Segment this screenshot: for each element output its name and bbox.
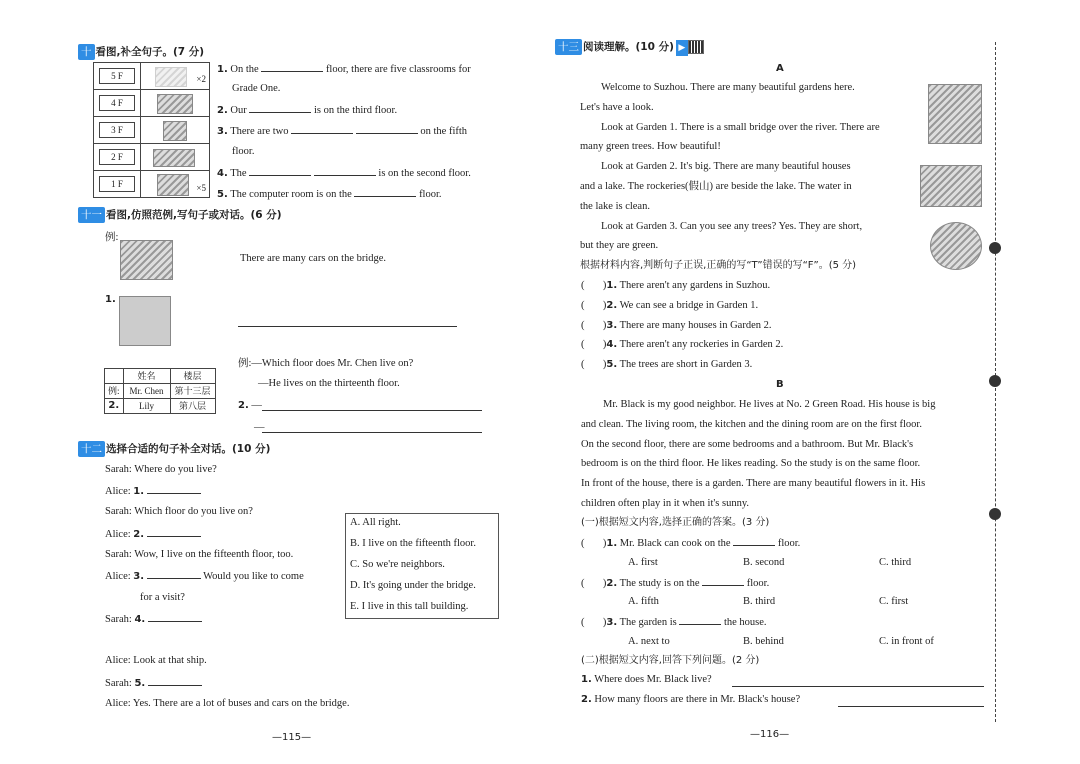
floor-label: 2 F <box>99 149 135 165</box>
mc-option[interactable]: C. in front of <box>879 635 934 647</box>
floor-plan-table <box>93 62 210 198</box>
section-title: 看图,仿照范例,写句子或对话。(6 分) <box>106 209 282 221</box>
dash: — <box>254 422 265 433</box>
tf-question[interactable]: ( )2. We can see a bridge in Garden 1. <box>581 299 759 311</box>
answer-blank[interactable] <box>249 102 311 113</box>
passage-line: Mr. Black is my good neighbor. He lives at No. 2 Green Road. His house is big <box>603 399 936 410</box>
bridge-picture <box>120 240 173 280</box>
sentence-cont: Grade One. <box>232 83 281 94</box>
option-item: A. All right. <box>350 517 401 528</box>
mc-option[interactable]: C. third <box>879 556 912 568</box>
passage-line: Look at Garden 2. It's big. There are many beautiful houses <box>601 161 851 173</box>
passage-line: and a lake. The rockeries(假山) are beside the lake. The water in <box>580 181 852 192</box>
mc-question: ( )1. Mr. Black can cook on the floor. <box>581 535 800 552</box>
part-2-instruction: (二)根据短文内容,回答下列问题。(2 分) <box>581 655 760 666</box>
passage-line: Look at Garden 1. There is a small bridge over the river. There are <box>601 121 880 133</box>
answer-blank[interactable] <box>147 526 201 537</box>
mc-option[interactable]: B. third <box>743 596 776 607</box>
dialogue-line: Alice: Yes. There are a lot of buses and cars on the bridge. <box>105 698 350 709</box>
binding-dot <box>989 375 1001 387</box>
answer-blank[interactable] <box>147 568 201 579</box>
section-number-badge: 十 <box>78 44 95 60</box>
option-item: B. I live on the fifteenth floor. <box>350 538 476 549</box>
answer-blank[interactable] <box>148 675 202 686</box>
floor-label: 5 F <box>99 68 135 84</box>
passage-line: In front of the house, there is a garden. There are many beautiful flowers in it. His <box>581 478 926 490</box>
example-label: 例: <box>105 232 119 243</box>
sentence-4: 4. The is on the second floor. <box>217 165 471 182</box>
tf-instruction: 根据材料内容,判断句子正误,正确的写“T”错误的写“F”。(5 分) <box>580 260 857 271</box>
short-answer-question: 2. How many floors are there in Mr. Black's house? <box>581 694 801 705</box>
library-picture <box>157 94 193 114</box>
passage-b-heading: B <box>776 379 784 390</box>
section-11-header <box>78 207 282 223</box>
answer-line[interactable] <box>262 432 482 433</box>
answer-line[interactable] <box>838 706 984 707</box>
garden-1-picture <box>928 84 982 144</box>
dialogue-line: Sarah: 5. <box>105 675 202 692</box>
passage-line: the lake is clean. <box>580 200 650 212</box>
sentence-cont: floor. <box>232 146 255 157</box>
option-item: C. So we're neighbors. <box>350 559 445 570</box>
passage-line: bedroom is on the third floor. He likes reading. So the study is on the same floor. <box>581 458 921 470</box>
answer-blank[interactable] <box>314 165 376 176</box>
section-title: 看图,补全句子。(7 分) <box>95 46 205 58</box>
garden-2-picture <box>920 165 982 207</box>
answer-blank[interactable] <box>291 123 353 134</box>
classroom-picture <box>157 174 189 196</box>
answer-blank[interactable] <box>354 186 416 197</box>
dialogue-line: Sarah: Where do you live? <box>105 464 217 475</box>
computer-picture <box>155 67 187 87</box>
passage-line: Let's have a look. <box>580 101 654 113</box>
page-number: —116— <box>750 729 790 740</box>
dialogue-line: for a visit? <box>140 592 185 603</box>
multiplier: ×5 <box>196 183 206 193</box>
tf-question[interactable]: ( )3. There are many houses in Garden 2. <box>581 319 772 331</box>
passage-line: many green trees. How beautiful! <box>580 141 721 153</box>
answer-blank[interactable] <box>249 165 311 176</box>
short-answer-question: 1. Where does Mr. Black live? <box>581 674 712 685</box>
passage-a-heading: A <box>776 63 784 74</box>
binding-dot <box>989 242 1001 254</box>
mc-option[interactable]: A. next to <box>628 635 670 647</box>
answer-blank[interactable] <box>148 611 202 622</box>
passage-line: but they are green. <box>580 240 659 252</box>
example-sentence: There are many cars on the bridge. <box>240 253 387 264</box>
passage-line: On the second floor, there are some bedrooms and a bathroom. But Mr. Black's <box>581 438 914 450</box>
sentence-3: 3. There are two on the fifth <box>217 123 467 140</box>
answer-blank[interactable] <box>147 483 201 494</box>
passage-line: Welcome to Suzhou. There are many beautiful gardens here. <box>601 82 855 93</box>
video-play-icon[interactable]: ▶ <box>676 40 688 56</box>
mc-option[interactable]: B. behind <box>743 635 784 647</box>
answer-blank[interactable] <box>702 575 744 586</box>
door-picture <box>163 121 187 141</box>
qr-code-icon <box>688 40 704 54</box>
dialogue-line: Sarah: Wow, I live on the fifteenth floor, too. <box>105 549 294 560</box>
name-floor-table: 姓名 楼层 例: Mr. Chen 第十三层 2. Lily 第八层 <box>104 368 216 414</box>
floor-label: 1 F <box>99 176 135 192</box>
canteen-picture <box>153 149 195 167</box>
multiplier: ×2 <box>196 74 206 84</box>
dialogue-line: Sarah: 4. <box>105 611 202 628</box>
answer-line[interactable] <box>262 410 482 411</box>
mc-option[interactable]: A. first <box>628 556 658 568</box>
mc-option[interactable]: C. first <box>879 596 909 607</box>
option-item: D. It's going under the bridge. <box>350 580 476 591</box>
passage-line: and clean. The living room, the kitchen and the dining room are on the first floor. <box>581 418 922 430</box>
mc-question: ( )3. The garden is the house. <box>581 614 767 631</box>
dialogue-line: Sarah: Which floor do you live on? <box>105 506 253 517</box>
mc-question: ( )2. The study is on the floor. <box>581 575 769 592</box>
question-2: 2. — <box>238 400 262 411</box>
section-10-header <box>78 44 204 60</box>
page-number: —115— <box>272 732 312 743</box>
dialogue-line: Alice: Look at that ship. <box>105 655 207 666</box>
passage-line: children often play in it when it's sunny. <box>581 498 750 509</box>
answer-blank[interactable] <box>356 123 418 134</box>
section-number-badge: 十三 <box>555 39 582 55</box>
section-13-header <box>555 39 704 56</box>
dialogue-line: Alice: 1. <box>105 483 201 500</box>
answer-line[interactable] <box>732 686 984 687</box>
mc-option[interactable]: A. fifth <box>628 596 659 607</box>
part-1-instruction: (一)根据短文内容,选择正确的答案。(3 分) <box>581 517 770 528</box>
tf-question[interactable]: ( )1. There aren't any gardens in Suzhou. <box>581 280 771 291</box>
floor-label: 3 F <box>99 122 135 138</box>
section-12-header <box>78 441 270 457</box>
example-question: 例:—Which floor does Mr. Chen live on? <box>238 358 414 369</box>
sentence-5: 5. The computer room is on the floor. <box>217 186 442 203</box>
dialogue-line: Alice: 2. <box>105 526 201 543</box>
tf-question[interactable]: ( )5. The trees are short in Garden 3. <box>581 359 753 371</box>
answer-blank[interactable] <box>679 614 721 625</box>
garden-3-picture <box>930 222 982 270</box>
sentence-2: 2. Our is on the third floor. <box>217 102 397 119</box>
books-on-desk-picture <box>119 296 171 346</box>
floor-label: 4 F <box>99 95 135 111</box>
passage-line: Look at Garden 3. Can you see any trees? Yes. They are short, <box>601 220 863 232</box>
tf-question[interactable]: ( )4. There aren't any rockeries in Garden 2. <box>581 339 784 351</box>
section-title: 选择合适的句子补全对话。(10 分) <box>106 443 271 455</box>
section-number-badge: 十一 <box>78 207 105 223</box>
binding-dot <box>989 508 1001 520</box>
answer-blank[interactable] <box>261 61 323 72</box>
section-number-badge: 十二 <box>78 441 105 457</box>
answer-blank[interactable] <box>733 535 775 546</box>
dialogue-line: Alice: 3. Would you like to come <box>105 568 304 585</box>
section-title: 阅读理解。(10 分) <box>583 41 674 53</box>
answer-line[interactable] <box>238 326 457 327</box>
example-answer: —He lives on the thirteenth floor. <box>258 378 400 389</box>
sentence-1: 1. On the floor, there are five classrooms for <box>217 61 471 78</box>
option-item: E. I live in this tall building. <box>350 601 469 612</box>
question-number: 1. <box>105 294 116 305</box>
mc-option[interactable]: B. second <box>743 556 785 568</box>
